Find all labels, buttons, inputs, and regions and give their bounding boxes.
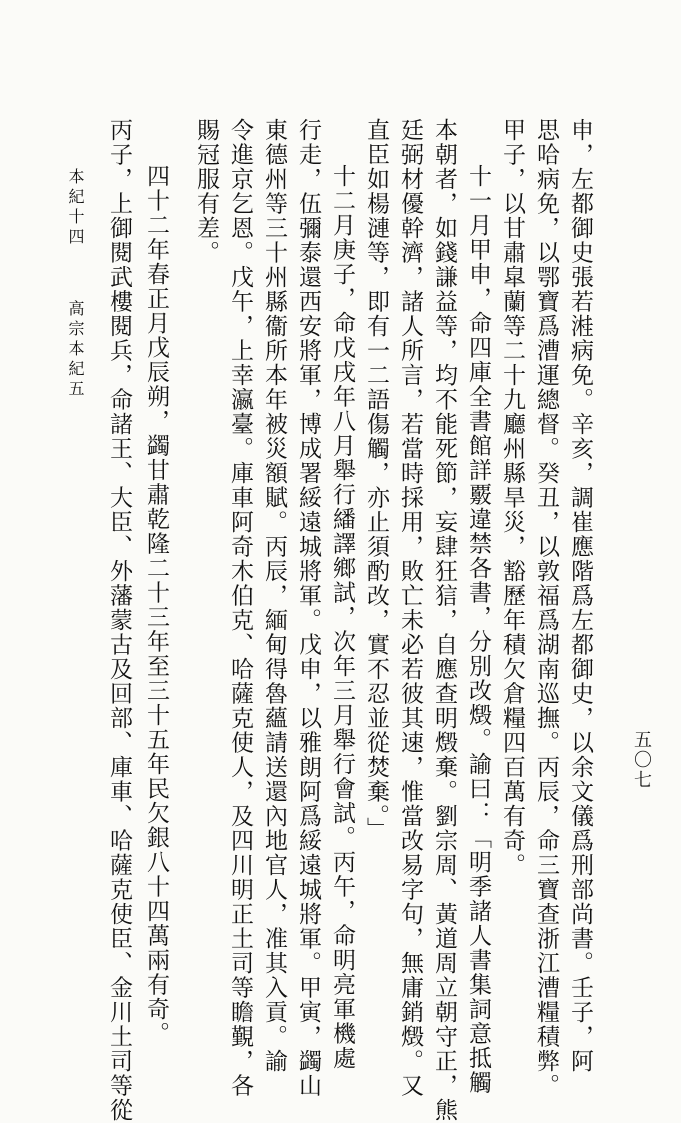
text-column: 廷弼材優幹濟，諸人所言，若當時採用，敗亡未必若彼其速，惟當改易字句，無庸銷燬。又	[397, 118, 423, 1098]
text-column: 申，左都御史張若溎病免。辛亥，調崔應階爲左都御史，以余文儀爲刑部尚書。壬子，阿	[567, 118, 593, 1074]
text-column: 令進京乞恩。戊午，上幸瀛臺。庫車阿奇木伯克、哈薩克使人，及四川明正土司等瞻覲，各	[227, 118, 253, 1098]
text-column: 甲子，以甘肅皐蘭等二十九廳州縣旱災，豁歷年積欠倉糧四百萬有奇。	[499, 118, 525, 878]
text-column: 丙子，上御閱武樓閱兵，命諸王、大臣、外藩蒙古及回部、庫車、哈薩克使臣、金川土司等從	[106, 118, 132, 1123]
running-header-title: 高宗本紀五	[66, 300, 85, 400]
page-number: 五〇七	[631, 730, 652, 790]
text-column: 十一月甲申，命四庫全書館詳覈違禁各書，分別改燬。諭曰：「明季諸人書集詞意抵觸	[465, 164, 491, 1095]
text-column: 賜冠服有差。	[193, 118, 219, 265]
text-column: 東德州等三十州縣衞所本年被災額賦。丙辰，緬甸得魯蘊請送還內地官人，准其入貢。諭	[261, 118, 287, 1074]
text-column: 十二月庚子，命戊戌年八月舉行繙譯鄉試，次年三月舉行會試。丙午，命明亮軍機處	[329, 164, 355, 1071]
text-column: 直臣如楊漣等，即有一二語傷觸，亦止須酌改，實不忍並從焚棄。」	[363, 118, 389, 842]
text-column: 本朝者，如錢謙益等，均不能死節，妄肆狂狺，自應查明燬棄。劉宗周、黃道周立朝守正，熊	[431, 118, 457, 1123]
running-header-volume: 本紀十四	[66, 168, 85, 248]
text-column: 行走，伍彌泰還西安將軍，博成署綏遠城將軍。戊申，以雅朗阿爲綏遠城將軍。甲寅，蠲山	[295, 118, 321, 1098]
text-column: 四十二年春正月戊辰朔，蠲甘肅乾隆二十三年至三十五年民欠銀八十四萬兩有奇。	[143, 164, 169, 1046]
text-column: 思哈病免，以鄂寶爲漕運總督。癸丑，以敦福爲湖南巡撫。丙辰，命三寶查浙江漕糧積弊。	[533, 118, 559, 1098]
